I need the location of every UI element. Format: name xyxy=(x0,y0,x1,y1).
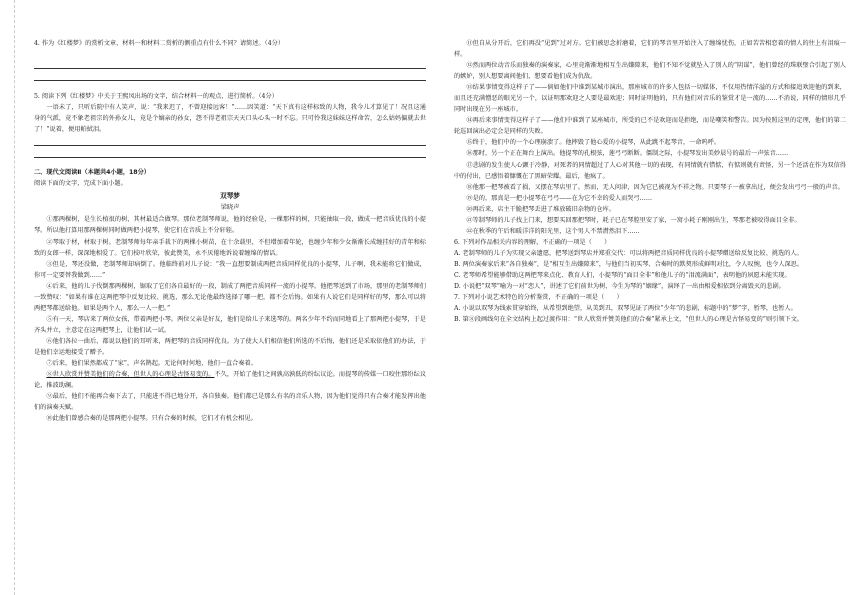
question-7: 7. 下列对小说艺术特色的分析鉴赏，不正确的一项是（ ） xyxy=(454,294,623,302)
paragraph-5: ⑤有一天，琴店来了两位女孩，带着两把小琴。两位父亲是好友，他们是给儿子来选琴的。两名少年不约而同地看上了那两把小提琴，于是齐头并立，主意定在这两把琴上，让他们试一试。 xyxy=(34,315,426,334)
paragraph-1: ①那两棵树，是生长植很的树，其材最适合做琴。那位老制琴师说，他的经验是，一棵那样的树，只能抽取一段，做成一把音质优良的小提琴。所以他打算用那两棵树同时做两把小提琴，使它们在音质上不分轩轾。 xyxy=(34,216,426,235)
paragraph-3: ③但是，琴还没做，老制琴师却病倒了。他临终前对儿子说：“我一直想要制成两把音质同样优良的小提琴，儿子啊，我未能将它们做成，你可一定要替我做到……” xyxy=(34,260,426,279)
answer-line[interactable] xyxy=(34,147,426,158)
paragraph-21: ㉑等制琴师的儿子找上门来，想要买回那把琴时，耗子已在琴腔里安了家，一窝小耗子刚刚出生，琴那老被咬得面目全非。 xyxy=(466,216,801,224)
question-5: 5. 阅读下列《红楼梦》中关于王熙凤出场的文字，结合材料一的观点，进行简析。（4分） xyxy=(34,93,278,101)
paragraph-8-rest: 不久，开始了他们之间孰高孰低的纷纭议论。而提琴的传媒一口咬住那纷纭议论，推波助澜。 xyxy=(34,371,427,390)
paragraph-14: ⑭再后来事情变得这样子了——他们中谁到了某座城市，所受的已不是欢迎而是拒绝，而是嘲笑和警告。因为按照这里的定理，他们的第二轮巡回演出必定会是同样的失败。 xyxy=(454,117,846,136)
answer-line[interactable] xyxy=(34,70,426,81)
paragraph-9: ⑨最后，他们不能再合奏下去了，只能进不得已地分开，各自独奏。他们都已是那么有名的音乐人物，因为他们觉得只有合奏才能发挥出他们的演奏天赋。 xyxy=(34,393,426,412)
answer-line[interactable] xyxy=(34,135,426,146)
paragraph-17: ⑰悲剧的发生使人心颤于冷静，对死者的同情超过了人心对其他一切的表现，有同情就有惜惦，有惦则就有责怪，另一个还活在作为双信得中的付出，已感悟着慷慨在了黑暗荣耀。最后，他疯了。 xyxy=(454,161,846,180)
paragraph-16: ⑯那时，另一个正在舞台上演出。他提琴的孔根弦，莲弓弓断断。僵制之际，小提琴发出美妙晨号的最后一声弦音…… xyxy=(466,150,789,158)
question-7-option-b[interactable]: B. 第⑧段画线句在全文结构上起过渡作用：“世人欣赏并赞美他们的合奏”紧承上文，“但世人的心理是古怪易变的”则引领下文。 xyxy=(454,316,804,324)
section-intro: 阅读下面的文字，完成下面小题。 xyxy=(34,180,127,188)
underlined-sentence: ⑧世人欣赏并赞美他们的合奏，但世人的心理是古怪易变的。 xyxy=(46,371,215,379)
question-6: 6. 下列对作品相关内容的理解，不正确的一项是（ ） xyxy=(454,238,611,246)
question-4: 4. 作为《红楼梦》的赏析文章，材料一和材料二赏析的侧重点有什么不同？请简述。（4分） xyxy=(34,40,285,47)
question-6-option-d[interactable]: D. 小说把“双琴”喻为一对“恋人”，讲述了它们前世为树、今生为琴的“姻缘”，演绎了一出由相爱相依到分离毁灭的悲剧。 xyxy=(454,283,785,291)
paragraph-6: ⑥他们各拉一曲后，都说以他们的耳听来，两把琴的音质同样优良。为了使大人们相信他们所选的不后悔，他们还是采取依他们的办法，于是他们幸运地接受了赠予。 xyxy=(34,337,426,356)
paragraph-7: ⑦后来，他们果然都成了“家”，声名鹊起。无论何时何地，他们一直合奏着。 xyxy=(46,360,257,368)
answer-line[interactable] xyxy=(34,58,426,69)
question-5-quote: 一语未了，只听后院中有人笑声，说：“我来迟了，不曾迎接远客！”……因笑道：“天下真有这样标致的人物，我今儿才算见了！况且这通身的气派，竟不象老祖宗的外孙女儿，竟是个嫡亲的孙女，怨不得老祖宗天天口头心头一时不忘。只可怜我这妹妹这样命苦，怎么姑妈偏就去世了！”说着，便用帕拭泪。 xyxy=(34,104,426,134)
paragraph-22: ㉒在秋季的午后和暖洋洋的阳光里，这个男人不禁潸然泪下…… xyxy=(466,227,640,235)
paragraph-11: ⑪但自从分开后，它们再没“见到”过对方。它们被思念折磨着，它们的琴音里开始注入了缠绵忧伤，正如苦苦相恋着的情人的往上有泪痕一样。 xyxy=(454,40,846,59)
paragraph-15: ⑮终于，他们中的一个心理崩溃了。他摔毁了他心爱的小提琴，从此跳不起琴音，一命呜呼。 xyxy=(466,139,721,147)
section-title: 二、现代文阅读Ⅱ（本题共4小题，18分） xyxy=(34,169,150,177)
paragraph-18: ⑱他那一把琴被看了损，又摆在琴店里了。然而，无人问津，因为它已被视为不祥之物。只要琴子一被拿出过，便会发出弓弓一般的声音。 xyxy=(466,183,844,191)
story-title: 双琴梦 xyxy=(220,192,240,201)
left-column xyxy=(34,38,426,424)
paragraph-20: ⑳再后来，店主干脆把琴丢进了堆放破旧杂物的仓库。 xyxy=(466,205,615,213)
paragraph-10: ⑩此他们曾感合奏的是那两把小提琴。只有合奏的时候，它们才有机会相见。 xyxy=(46,415,257,423)
paragraph-12: ⑫然而两位动音乐而独奏的演奏家，心里竟渐渐地相互生出嫌隙来，他们不知不觉就坠入了别人的“阴谋”，他们曾经的珠联璧合引起了别人的嫉妒，别人想要离间他们，想要看他们成为仇敌。 xyxy=(454,62,846,81)
question-6-option-b[interactable]: B. 两位演奏家后来“各自独奏”，是“相互生出嫌隙来”，与他们当初买琴、合奏时的默契形成鲜明对比，令人叹惋，也令人深思。 xyxy=(454,260,804,268)
story-author: 梁晓声 xyxy=(220,204,240,212)
question-6-option-c[interactable]: C. 老琴师希望能够借助这两把琴来点化、教育人们，小提琴的“面目全非”和他儿子的“泪流满面”，表明他的夙愿未能实现。 xyxy=(454,271,791,279)
binding-margin xyxy=(2,0,15,595)
paragraph-13: ⑬结果事情变得这样子了——倘如他们中谁到某城市演出，那座城市的许多人包括一切媒体，不仅用热情洋溢的方式和接追欢迎他的到来，而且还充满憎恶的眼光另一个，以证明那欢迎之人要是最欢迎；同时证明他的，只有他们对音乐的鉴赏才是一流的……不消说，同样的情形几乎同时出现在另一座城市。 xyxy=(454,84,846,114)
paragraph-8 xyxy=(34,369,426,391)
paragraph-2: ②琴取于材，材取于树。老制琴师每年亲手栽下的两棵小树苗，在十余载里，不但增加着年轮，也缠少年和少女渐渐长成缠挂好的青年和标致的女郎一样，深深地相爱了。它们枝叶欣荣，彼此赞美，永不厌倦地诉说着缠绵的情话。 xyxy=(34,238,426,257)
paragraph-19: ⑲是的，那真是一把小提琴在弓弓——在为它不幸的爱人而哭弓…… xyxy=(466,194,653,202)
question-6-option-a[interactable]: A. 老制琴师的儿子为实现父亲遗愿，把琴送到琴店并郑重交代：可以将两把音质同样优良的小提琴赠送给反复比较、挑选的人。 xyxy=(454,249,803,257)
question-7-option-a[interactable]: A. 小说以双琴为线索贯穿始终，从希望到绝望，从美到丑，双琴见证了两位“少年”的悲剧，标题中的“梦”字，暂琴，也暂人。 xyxy=(454,305,797,313)
right-column xyxy=(454,38,846,325)
paragraph-4: ④后来，他的儿子伐倒那两棵树，锯取了它们各自最好的一段，制成了两把音质同样一流的小提琴。他把琴送到了市场，那里的老制琴师们一致赞叹：“如果有谁在这两把琴中反复比较、挑选，那么无论他最终选择了哪一把，都不会后悔。如果有人说它们是同样好的琴，那么可以将两把琴都送给他。如果是两个人，那么一人一把。” xyxy=(34,282,426,312)
